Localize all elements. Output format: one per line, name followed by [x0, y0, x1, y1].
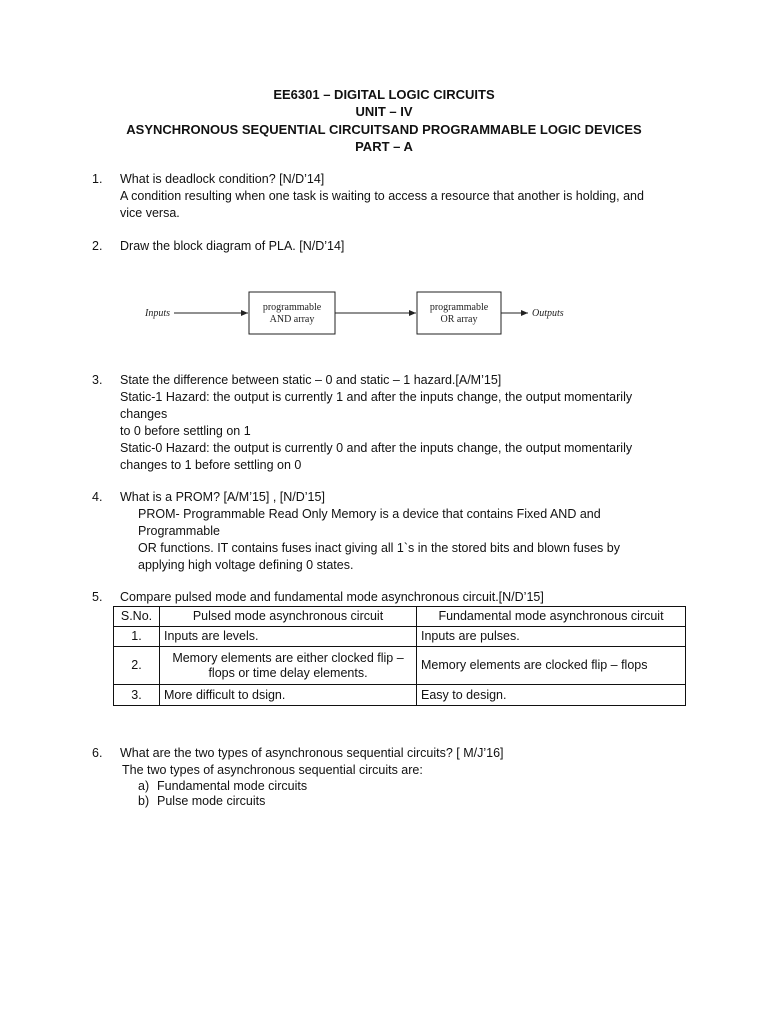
q3-answer-line: Static-1 Hazard: the output is currently 1 and after the inputs change, the output momentarily [120, 390, 633, 404]
pla-outputs-label: Outputs [532, 308, 564, 319]
q4-answer-line: OR functions. IT contains fuses inact giving all 1`s in the stored bits and blown fuses by [138, 541, 620, 555]
pla-or-line2: OR array [440, 314, 478, 325]
table-cell: Inputs are levels. [160, 627, 417, 647]
table-cell: Memory elements are either clocked flip – flops or time delay elements. [160, 647, 417, 685]
q6-question: What are the two types of asynchronous sequential circuits? [ M/J’16] [120, 746, 504, 760]
table-header-cell: Pulsed mode asynchronous circuit [160, 607, 417, 627]
table-header-cell: S.No. [114, 607, 160, 627]
q1-answer-line: vice versa. [120, 206, 180, 220]
q4-answer-line: Programmable [138, 524, 220, 538]
q4-answer-line: PROM- Programmable Read Only Memory is a device that contains Fixed AND and [138, 507, 601, 521]
q1-question: What is deadlock condition? [N/D’14] [120, 172, 325, 186]
q5-number: 5. [92, 590, 103, 604]
course-title: EE6301 – DIGITAL LOGIC CIRCUITS [273, 87, 495, 102]
q3-answer-line: changes to 1 before settling on 0 [120, 458, 302, 472]
table-cell: Memory elements are clocked flip – flops [417, 647, 686, 685]
table-cell: Easy to design. [417, 685, 686, 706]
q6-item-a-marker: a) [138, 779, 150, 793]
q3-answer-line: to 0 before settling on 1 [120, 424, 251, 438]
table-header-cell: Fundamental mode asynchronous circuit [417, 607, 686, 627]
q1-answer-line: A condition resulting when one task is waiting to access a resource that another is holding, and [120, 189, 644, 203]
q3-number: 3. [92, 373, 103, 387]
pla-or-array-block [417, 292, 501, 334]
q6-number: 6. [92, 746, 103, 760]
unit-title: UNIT – IV [355, 104, 413, 119]
pla-inputs-label: Inputs [145, 308, 170, 319]
table-header-row [114, 607, 686, 627]
q4-question: What is a PROM? [A/M’15] , [N/D’15] [120, 490, 325, 504]
q6-item-b: Pulse mode circuits [157, 794, 266, 808]
pla-or-line1: programmable [429, 302, 489, 313]
q4-number: 4. [92, 490, 103, 504]
q3-answer-line: Static-0 Hazard: the output is currently 0 and after the inputs change, the output momentarily [120, 441, 633, 455]
q3-question: State the difference between static – 0 and static – 1 hazard.[A/M’15] [120, 373, 502, 387]
pla-and-line1: programmable [262, 302, 322, 313]
table-cell: 3. [114, 685, 160, 706]
q4-answer-line: applying high voltage defining 0 states. [138, 558, 354, 572]
q1-number: 1. [92, 172, 103, 186]
q3-answer-line: changes [120, 407, 168, 421]
q2-number: 2. [92, 239, 103, 253]
q5-question: Compare pulsed mode and fundamental mode asynchronous circuit.[N/D’15] [120, 590, 544, 604]
table-cell: 2. [114, 647, 160, 685]
table-cell: More difficult to dsign. [160, 685, 417, 706]
q6-item-b-marker: b) [138, 794, 150, 808]
pla-and-array-block [249, 292, 335, 334]
comparison-table [113, 606, 686, 706]
part-title: PART – A [355, 139, 413, 154]
table-row [114, 647, 686, 685]
table-cell: Inputs are pulses. [417, 627, 686, 647]
q6-item-a: Fundamental mode circuits [157, 779, 308, 793]
q6-intro: The two types of asynchronous sequential circuits are: [122, 763, 423, 777]
pla-and-line2: AND array [269, 314, 315, 325]
pla-block-diagram [140, 285, 580, 350]
table-cell: 1. [114, 627, 160, 647]
table-row [114, 685, 686, 706]
topic-title: ASYNCHRONOUS SEQUENTIAL CIRCUITSAND PROGRAMMABLE LOGIC DEVICES [126, 122, 642, 137]
q2-question: Draw the block diagram of PLA. [N/D’14] [120, 239, 345, 253]
table-row [114, 627, 686, 647]
